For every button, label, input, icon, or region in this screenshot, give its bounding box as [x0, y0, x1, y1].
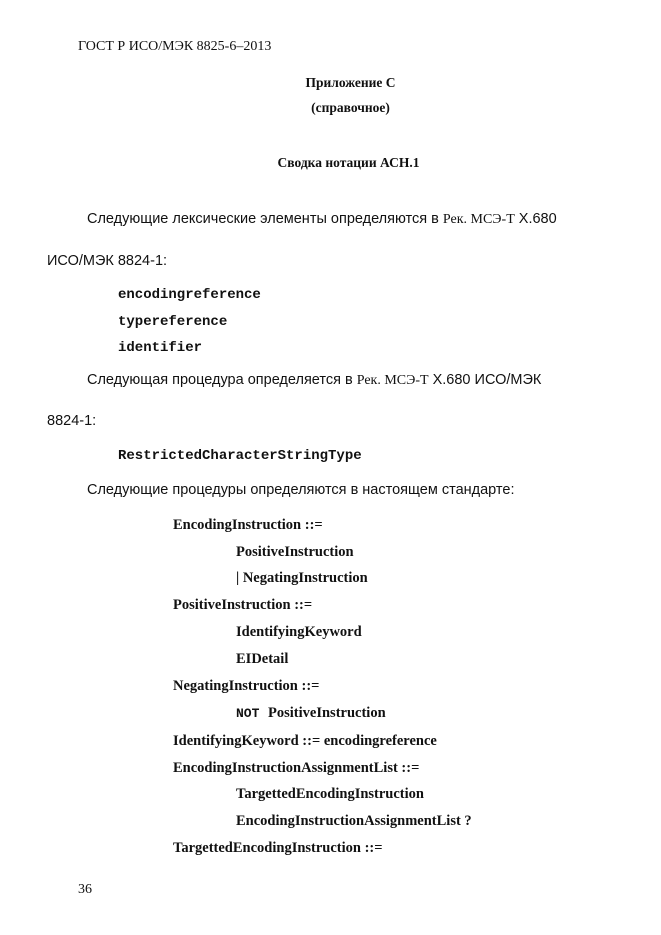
- grammar-rule-head: PositiveInstruction ::=: [173, 597, 313, 613]
- grammar-alternative: EncodingInstructionAssignmentList ?: [236, 813, 472, 829]
- recommendation-ref: Рек. МСЭ-Т: [442, 212, 515, 227]
- grammar-rule-head: EncodingInstructionAssignmentList ::=: [173, 760, 420, 776]
- paragraph-2-line-1: [87, 372, 541, 389]
- grammar-alternative: PositiveInstruction: [236, 544, 354, 560]
- grammar-alternative: [236, 705, 386, 722]
- grammar-alternative: TargettedEncodingInstruction: [236, 786, 424, 802]
- paragraph-2-text-end: X.680 ИСО/МЭК: [428, 372, 542, 388]
- grammar-alternative: EIDetail: [236, 651, 289, 667]
- grammar-alternative: IdentifyingKeyword: [236, 624, 362, 640]
- lexical-item: identifier: [118, 340, 203, 356]
- page-number: 36: [78, 882, 92, 897]
- grammar-alternative: | NegatingInstruction: [236, 570, 368, 586]
- lexical-item: typereference: [118, 314, 228, 330]
- paragraph-1-text: Следующие лексические элементы определяются в: [87, 211, 443, 227]
- grammar-rule-head: EncodingInstruction ::=: [173, 517, 323, 533]
- paragraph-2-text: Следующая процедура определяется в: [87, 372, 357, 388]
- annex-title: Приложение С: [305, 75, 396, 90]
- grammar-rule-head: NegatingInstruction ::=: [173, 678, 320, 694]
- section-title: Сводка нотации АСН.1: [277, 155, 420, 170]
- document-header: ГОСТ Р ИСО/МЭК 8825-6–2013: [78, 39, 272, 54]
- annex-subtitle: (справочное): [311, 100, 390, 115]
- paragraph-1-text-end: X.680: [514, 211, 557, 227]
- keyword-not: NOT: [236, 706, 260, 721]
- paragraph-2-line-2: 8824-1:: [47, 413, 97, 429]
- paragraph-3: Следующие процедуры определяются в настоящем стандарте:: [87, 482, 515, 498]
- grammar-reference: PositiveInstruction: [268, 705, 386, 721]
- grammar-rule-line: IdentifyingKeyword ::= encodingreference: [173, 733, 437, 749]
- lexical-item: encodingreference: [118, 287, 261, 303]
- grammar-rule-head: TargettedEncodingInstruction ::=: [173, 840, 383, 856]
- recommendation-ref: Рек. МСЭ-Т: [356, 373, 429, 388]
- procedure-item: RestrictedCharacterStringType: [118, 448, 362, 464]
- paragraph-1-line-2: ИСО/МЭК 8824-1:: [47, 253, 168, 269]
- paragraph-1-line-1: [87, 211, 557, 228]
